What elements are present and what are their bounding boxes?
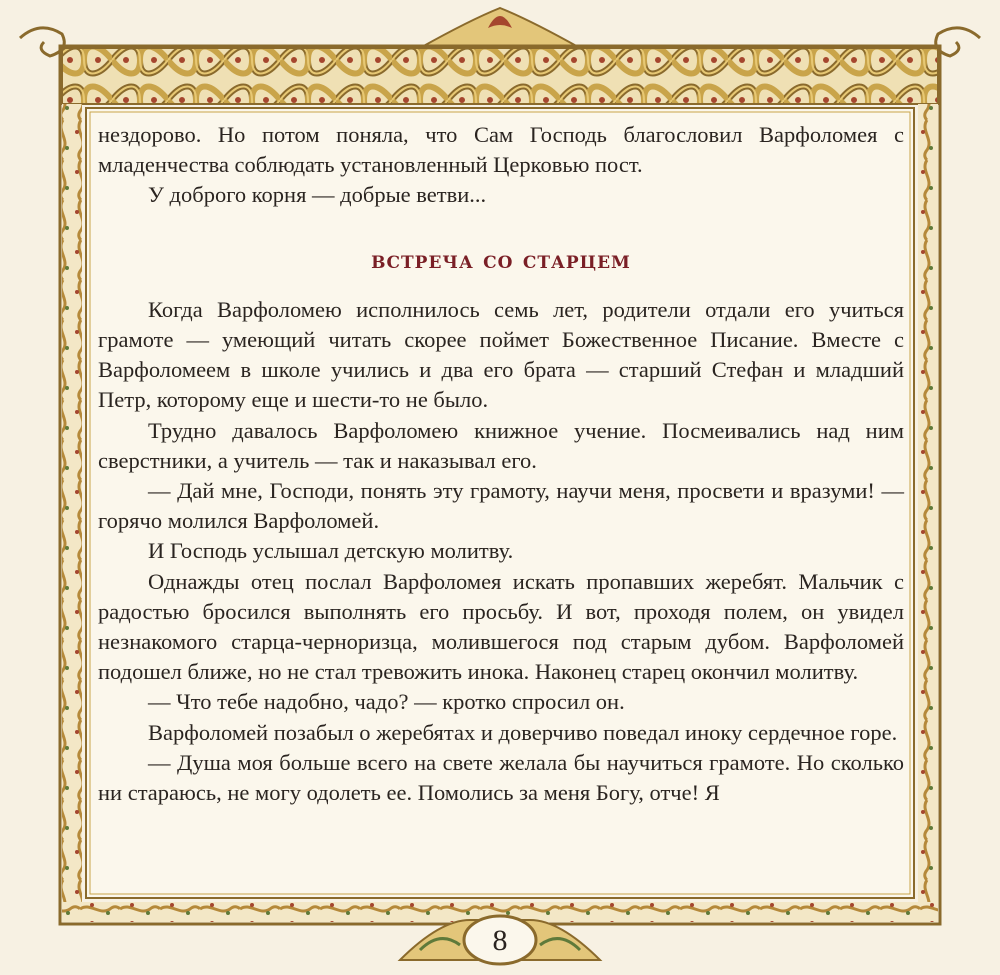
paragraph: Однажды отец послал Варфоломея искать пропавших жеребят. Мальчик с радостью бросился выполнять его просьбу. И вот, проходя полем, он увидел незнакомого старца-черноризца, молившегося под старым дубом. Варфоломей подошел ближе, но не стал тревожить инока. Наконец старец окончил молитву. [98, 568, 904, 685]
paragraph: — Дай мне, Господи, понять эту грамоту, научи меня, просвети и вразуми! — горячо молился Варфоломей. [98, 478, 904, 534]
text-body [98, 120, 904, 920]
paragraph: Трудно давалось Варфоломею книжное учение. Посмеивались над ним сверстники, а учитель — так и наказывал его. [98, 417, 904, 473]
paragraph: Варфоломей позабыл о жеребятах и доверчиво поведал иноку сердечное горе. [148, 719, 898, 745]
page-number: 8 [492, 924, 508, 957]
paragraph-top-2: У доброго корня — добрые ветви... [148, 182, 487, 208]
paragraph: — Что тебе надобно, чадо? — кротко спросил он. [148, 689, 625, 715]
paragraph: И Господь услышал детскую молитву. [148, 538, 514, 564]
paragraph: — Душа моя больше всего на свете желала бы научиться грамоте. Но сколько ни стараюсь, не могу одолеть ее. Помолись за меня Богу, отче! Я [98, 749, 904, 806]
paragraph-top-1: нездорово. Но потом поняла, что Сам Господь благословил Варфоломея с младенчества соблюдать установленный Церковью пост. [98, 122, 904, 178]
chapter-heading: встреча со старцем [371, 244, 631, 274]
paragraph: Когда Варфоломею исполнилось семь лет, родители отдали его учиться грамоте — умеющий читать скорее поймет Божественное Писание. Вместе с Варфоломеем в школе учились и два его брата — старший Стефан и младший Петр, которому еще и шести-то не было. [98, 296, 904, 413]
